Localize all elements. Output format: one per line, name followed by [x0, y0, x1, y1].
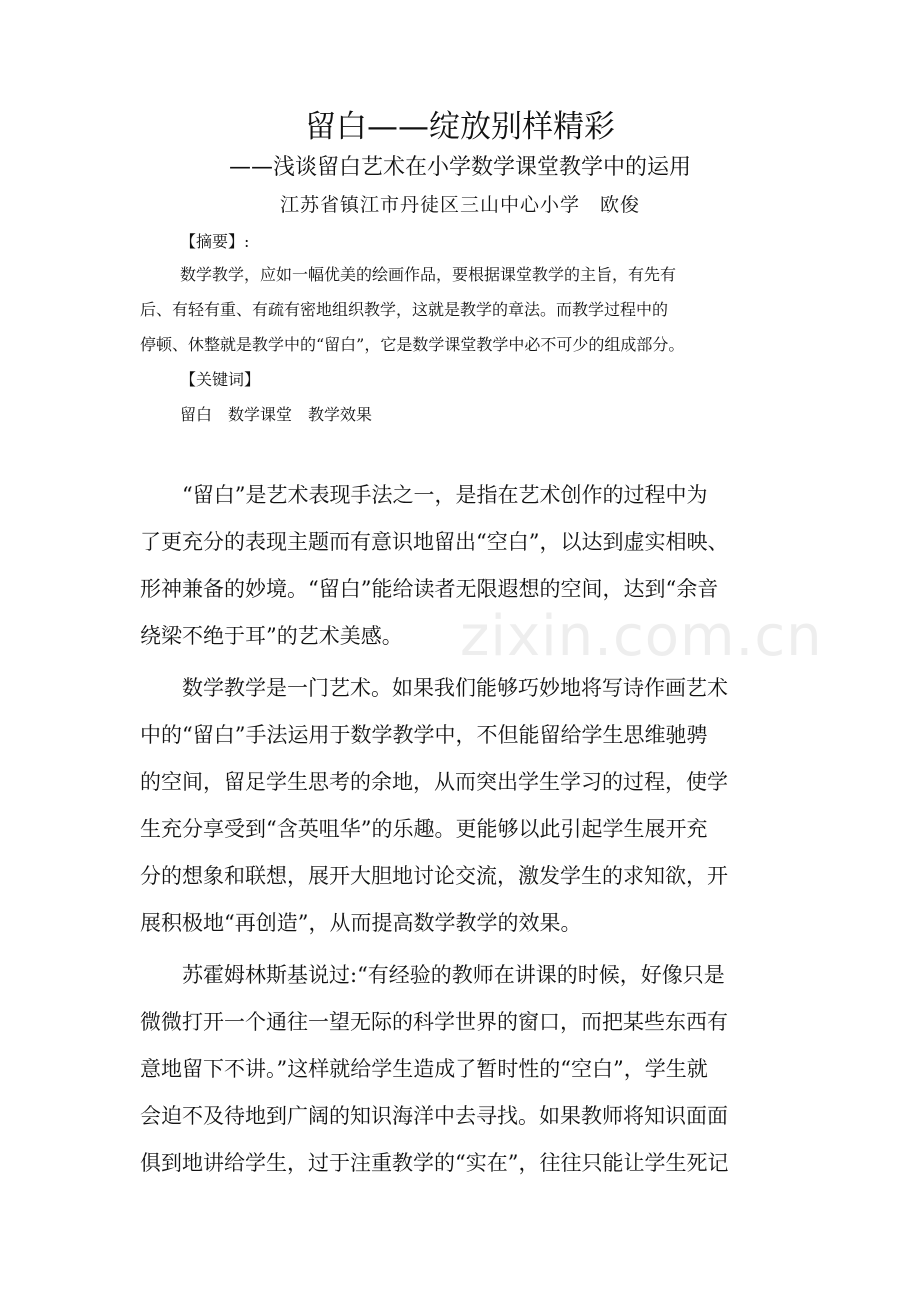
body-line: “留白”是艺术表现手法之一，是指在艺术创作的过程中为	[182, 483, 708, 507]
body-line: 展积极地“再创造”，从而提高数学教学的效果。	[140, 911, 582, 935]
body-line: 俱到地讲给学生，过于注重教学的“实在”，往往只能让学生死记	[140, 1151, 729, 1175]
page-subtitle: ——浅谈留白艺术在小学数学课堂教学中的运用	[228, 155, 691, 180]
abstract-line: 停顿、休整就是教学中的“留白”，它是数学课堂教学中必不可少的组成部分。	[140, 335, 685, 354]
body-line: 形神兼备的妙境。“留白”能给读者无限遐想的空间，达到“余音	[140, 577, 719, 601]
abstract-label: 【摘要】:	[180, 232, 250, 251]
author-line: 江苏省镇江市丹徒区三山中心小学 欧俊	[279, 194, 640, 216]
body-line: 意地留下不讲。”这样就给学生造成了暂时性的“空白”，学生就	[140, 1057, 708, 1081]
watermark: zixin.com.cn	[460, 604, 823, 669]
page-title: 留白——绽放别样精彩	[305, 109, 615, 145]
body-line: 了更充分的表现主题而有意识地留出“空白”，以达到虚实相映、	[140, 530, 729, 554]
keywords-label: 【关键词】	[180, 370, 261, 389]
abstract-line: 数学教学，应如一幅优美的绘画作品，要根据课堂教学的主旨，有先有	[180, 265, 677, 284]
body-line: 的空间，留足学生思考的余地，从而突出学生学习的过程，使学	[140, 770, 728, 794]
abstract-line: 后、有轻有重、有疏有密地组织教学，这就是教学的章法。而教学过程中的	[140, 300, 669, 319]
body-line: 微微打开一个通往一望无际的科学世界的窗口，而把某些东西有	[140, 1010, 728, 1034]
body-line: 数学教学是一门艺术。如果我们能够巧妙地将写诗作画艺术	[182, 676, 728, 700]
body-line: 苏霍姆林斯基说过:“有经验的教师在讲课的时候，好像只是	[182, 963, 725, 987]
body-line: 中的“留白”手法运用于数学教学中，不但能留给学生思维驰骋	[140, 723, 708, 747]
keywords: 留白 数学课堂 教学效果	[180, 405, 373, 424]
body-line: 分的想象和联想，展开大胆地讨论交流，激发学生的求知欲，开	[140, 864, 728, 888]
body-line: 生充分享受到“含英咀华”的乐趣。更能够以此引起学生展开充	[140, 817, 708, 841]
body-line: 会迫不及待地到广阔的知识海洋中去寻找。如果教师将知识面面	[140, 1104, 728, 1128]
body-line: 绕梁不绝于耳”的艺术美感。	[140, 624, 403, 648]
